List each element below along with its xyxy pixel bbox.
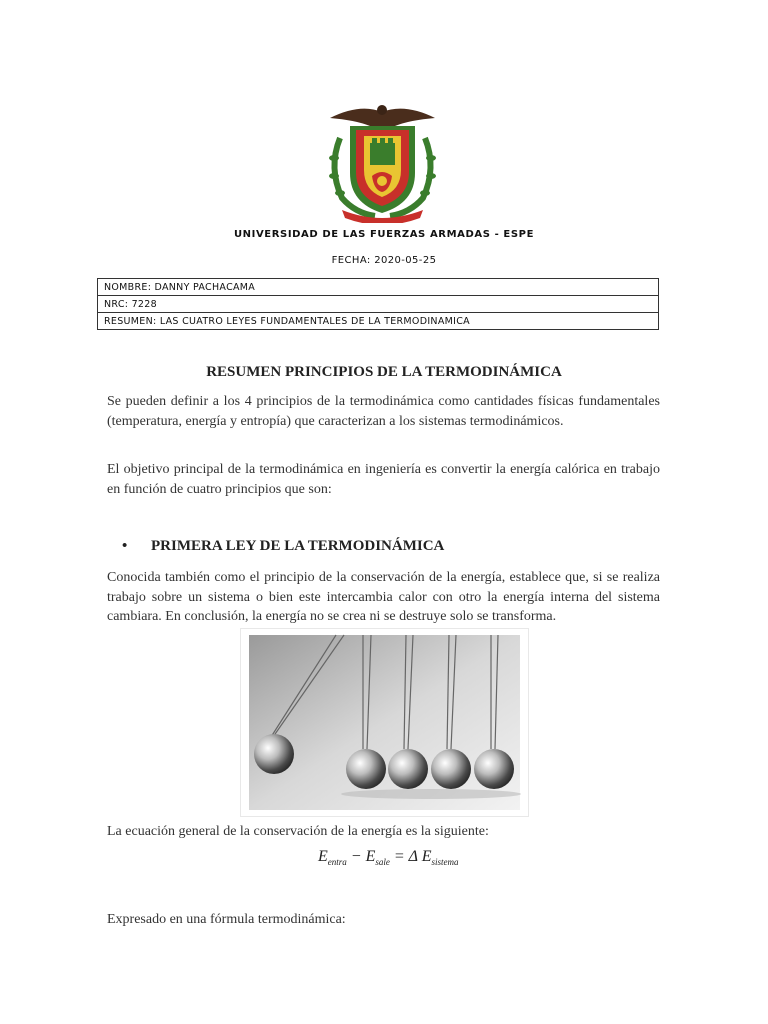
table-row [98,279,659,296]
university-name: UNIVERSIDAD DE LAS FUERZAS ARMADAS - ESPE [233,229,535,240]
equation-term: E [365,848,376,865]
equation-subscript: sistema [431,857,459,868]
student-name-cell: NOMBRE: DANNY PACHACAMA [98,279,659,296]
equation-operator: = [389,848,409,865]
intro-paragraph-1: Se pueden definir a los 4 principios de la termodinámica como cantidades físicas fundamentales (temperatura, energía y entropía) que caracterizan a los sistemas termodinámicos. [107,394,660,429]
equation-subscript: entra [327,857,347,868]
section-paragraph: Conocida también como el principio de la conservación de la energía, establece que, si se realiza trabajo sobre un sistema o bien este intercambia calor con otro la energía interna del sistema cambiara. En conclusión, la energía no se crea ni se destruye solo se transforma. [107,570,660,624]
formula-intro: Expresado en una fórmula termodinámica: [107,912,346,927]
section-heading: PRIMERA LEY DE LA TERMODINÁMICA [151,538,445,554]
summary-cell: RESUMEN: LAS CUATRO LEYES FUNDAMENTALES DE LA TERMODINAMICA [98,313,659,330]
table-row [98,313,659,330]
info-table [97,278,659,330]
university-logo-icon [320,98,445,223]
equation-term: E [318,848,328,865]
equation-operator: − [346,848,366,865]
equation-subscript: sale [375,857,390,868]
energy-equation [318,848,459,867]
equation-delta: Δ [408,848,418,865]
bullet-icon: • [122,538,128,554]
nrc-cell: NRC: 7228 [98,296,659,313]
intro-paragraph-2: El objetivo principal de la termodinámica en ingeniería es convertir la energía calórica en trabajo en función de cuatro principios que son: [107,462,660,497]
equation-term: E [417,848,432,865]
newtons-cradle-image [240,628,529,817]
equation-intro: La ecuación general de la conservación de la energía es la siguiente: [107,824,489,839]
page-title: RESUMEN PRINCIPIOS DE LA TERMODINÁMICA [206,364,562,380]
document-date: FECHA: 2020-05-25 [331,255,437,266]
table-row [98,296,659,313]
